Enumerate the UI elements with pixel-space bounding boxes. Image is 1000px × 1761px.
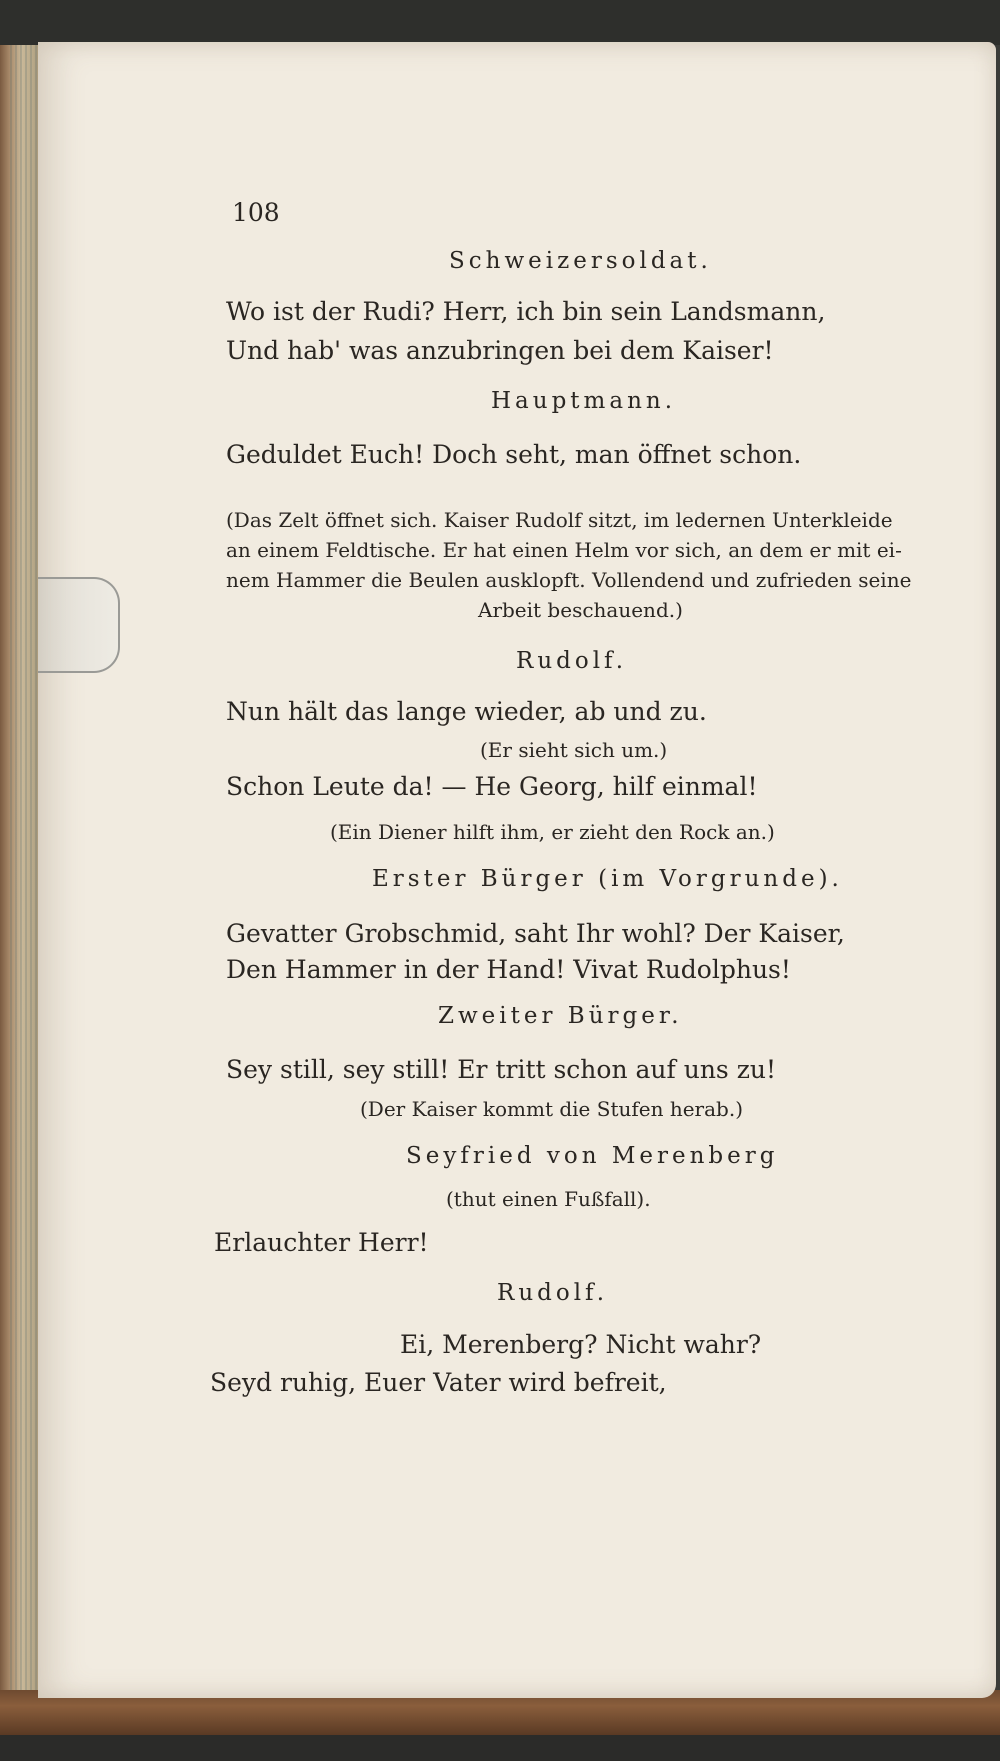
- background-top: [0, 0, 1000, 45]
- stage-direction: (Ein Diener hilft ihm, er zieht den Rock an.): [330, 820, 775, 844]
- stage-direction: nem Hammer die Beulen ausklopft. Vollendend und zufrieden seine: [226, 568, 912, 592]
- speaker-heading: Zweiter Bürger.: [438, 1003, 683, 1029]
- verse-line: Schon Leute da! — He Georg, hilf einmal!: [226, 772, 758, 801]
- verse-line: Den Hammer in der Hand! Vivat Rudolphus!: [226, 955, 791, 984]
- speaker-heading: Rudolf.: [516, 648, 628, 674]
- verse-line: Erlauchter Herr!: [214, 1228, 429, 1257]
- verse-line: Wo ist der Rudi? Herr, ich bin sein Landsmann,: [226, 297, 826, 326]
- stage-direction: an einem Feldtische. Er hat einen Helm vor sich, an dem er mit ei-: [226, 538, 902, 562]
- stage-direction: (Der Kaiser kommt die Stufen herab.): [360, 1097, 744, 1121]
- background-bottom: [0, 1735, 1000, 1761]
- page-number: 108: [232, 198, 280, 227]
- verse-line: Und hab' was anzubringen bei dem Kaiser!: [226, 336, 774, 365]
- verse-line: Sey still, sey still! Er tritt schon auf uns zu!: [226, 1055, 777, 1084]
- verse-line: Ei, Merenberg? Nicht wahr?: [400, 1330, 762, 1359]
- verse-line: Gevatter Grobschmid, saht Ihr wohl? Der Kaiser,: [226, 919, 845, 948]
- stage-direction: (thut einen Fußfall).: [446, 1187, 651, 1211]
- page-clip: [38, 577, 120, 673]
- verse-line: Geduldet Euch! Doch seht, man öffnet schon.: [226, 440, 802, 469]
- stage-direction: (Das Zelt öffnet sich. Kaiser Rudolf sitzt, im ledernen Unterkleide: [226, 508, 893, 532]
- verse-line: Seyd ruhig, Euer Vater wird befreit,: [210, 1368, 667, 1397]
- stage-direction: Arbeit beschauend.): [478, 598, 683, 622]
- speaker-heading: Hauptmann.: [491, 388, 677, 414]
- stage-direction: (Er sieht sich um.): [480, 738, 668, 762]
- speaker-heading: Seyfried von Merenberg: [406, 1143, 779, 1169]
- speaker-heading: Schweizersoldat.: [449, 248, 712, 274]
- speaker-heading: Rudolf.: [497, 1280, 609, 1306]
- verse-line: Nun hält das lange wieder, ab und zu.: [226, 697, 707, 726]
- speaker-heading: Erster Bürger (im Vorgrunde).: [372, 866, 843, 892]
